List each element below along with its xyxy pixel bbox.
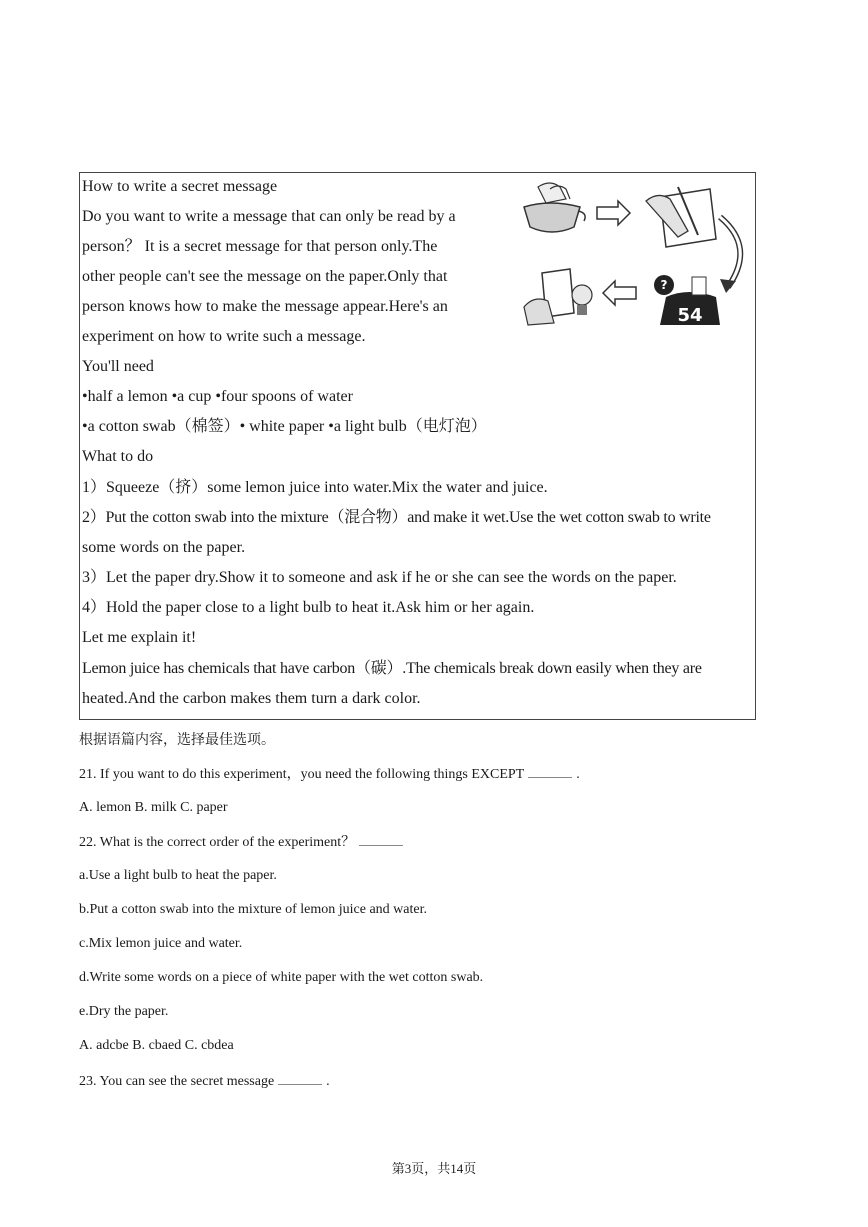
question-22-text: 22. What is the correct order of the experiment？	[79, 835, 356, 850]
passage-title: How to write a secret message	[82, 178, 278, 195]
explanation-line: Lemon juice has chemicals that have carbon（碳）.The chemicals break down easily when they are	[82, 660, 702, 677]
option-item: d.Write some words on a piece of white paper with the wet cotton swab.	[79, 970, 484, 985]
arrow-right-icon	[597, 201, 630, 225]
question-23	[79, 1072, 330, 1091]
need-list-line: •half a lemon •a cup •four spoons of water	[82, 388, 353, 405]
person-question-icon	[654, 275, 720, 326]
passage-box	[79, 172, 756, 720]
page-footer: 第3页，共14页	[391, 1161, 477, 1176]
step-4: 4）Hold the paper close to a light bulb to heat it.Ask him or her again.	[82, 599, 535, 616]
option-item: e.Dry the paper.	[79, 1004, 169, 1019]
question-22-options: A. adcbe B. cbaed C. cbdea	[79, 1038, 234, 1053]
step-3: 3）Let the paper dry.Show it to someone and ask if he or she can see the words on the paper.	[82, 569, 677, 586]
intro-line: other people can't see the message on the paper.Only that	[82, 268, 448, 285]
answer-blank	[528, 765, 572, 778]
question-23-text: 23. You can see the secret message	[79, 1074, 275, 1089]
jersey-number: 54	[677, 305, 703, 326]
option-item: b.Put a cotton swab into the mixture of lemon juice and water.	[79, 902, 427, 917]
need-heading: You'll need	[82, 358, 154, 375]
squeeze-lemon-icon	[524, 183, 585, 232]
question-23-end: .	[326, 1074, 330, 1089]
question-21	[79, 765, 580, 784]
question-21-options: A. lemon B. milk C. paper	[79, 800, 228, 815]
answer-blank	[278, 1072, 322, 1085]
question-21-end: .	[576, 767, 580, 782]
answer-blank	[359, 833, 403, 846]
instruction: 根据语篇内容，选择最佳选项。	[79, 732, 275, 748]
todo-heading: What to do	[82, 448, 154, 465]
step-2: 2）Put the cotton swab into the mixture（混合物）and make it wet.Use the wet cotton swab to write	[82, 509, 711, 526]
option-item: a.Use a light bulb to heat the paper.	[79, 868, 277, 883]
explanation-line: heated.And the carbon makes them turn a dark color.	[82, 690, 421, 707]
paper-near-bulb-icon	[524, 269, 592, 325]
arrow-left-icon	[603, 281, 636, 305]
need-list-line: •a cotton swab（棉签）• white paper •a light bulb（电灯泡）	[82, 418, 487, 435]
explain-heading: Let me explain it!	[82, 629, 197, 646]
step-2-continued: some words on the paper.	[82, 539, 246, 556]
step-1: 1）Squeeze（挤）some lemon juice into water.Mix the water and juice.	[82, 479, 548, 496]
write-with-swab-icon	[646, 187, 716, 247]
question-22	[79, 833, 407, 852]
option-item: c.Mix lemon juice and water.	[79, 936, 243, 951]
intro-line: Do you want to write a message that can only be read by a	[82, 208, 456, 225]
question-21-text: 21. If you want to do this experiment，you need the following things EXCEPT	[79, 767, 525, 782]
intro-line: person knows how to make the message appear.Here's an	[82, 298, 448, 315]
experiment-steps-illustration	[520, 177, 754, 327]
intro-line: experiment on how to write such a message.	[82, 328, 366, 345]
svg-text:?: ?	[660, 278, 668, 292]
intro-line: person？ It is a secret message for that person only.The	[82, 238, 438, 255]
